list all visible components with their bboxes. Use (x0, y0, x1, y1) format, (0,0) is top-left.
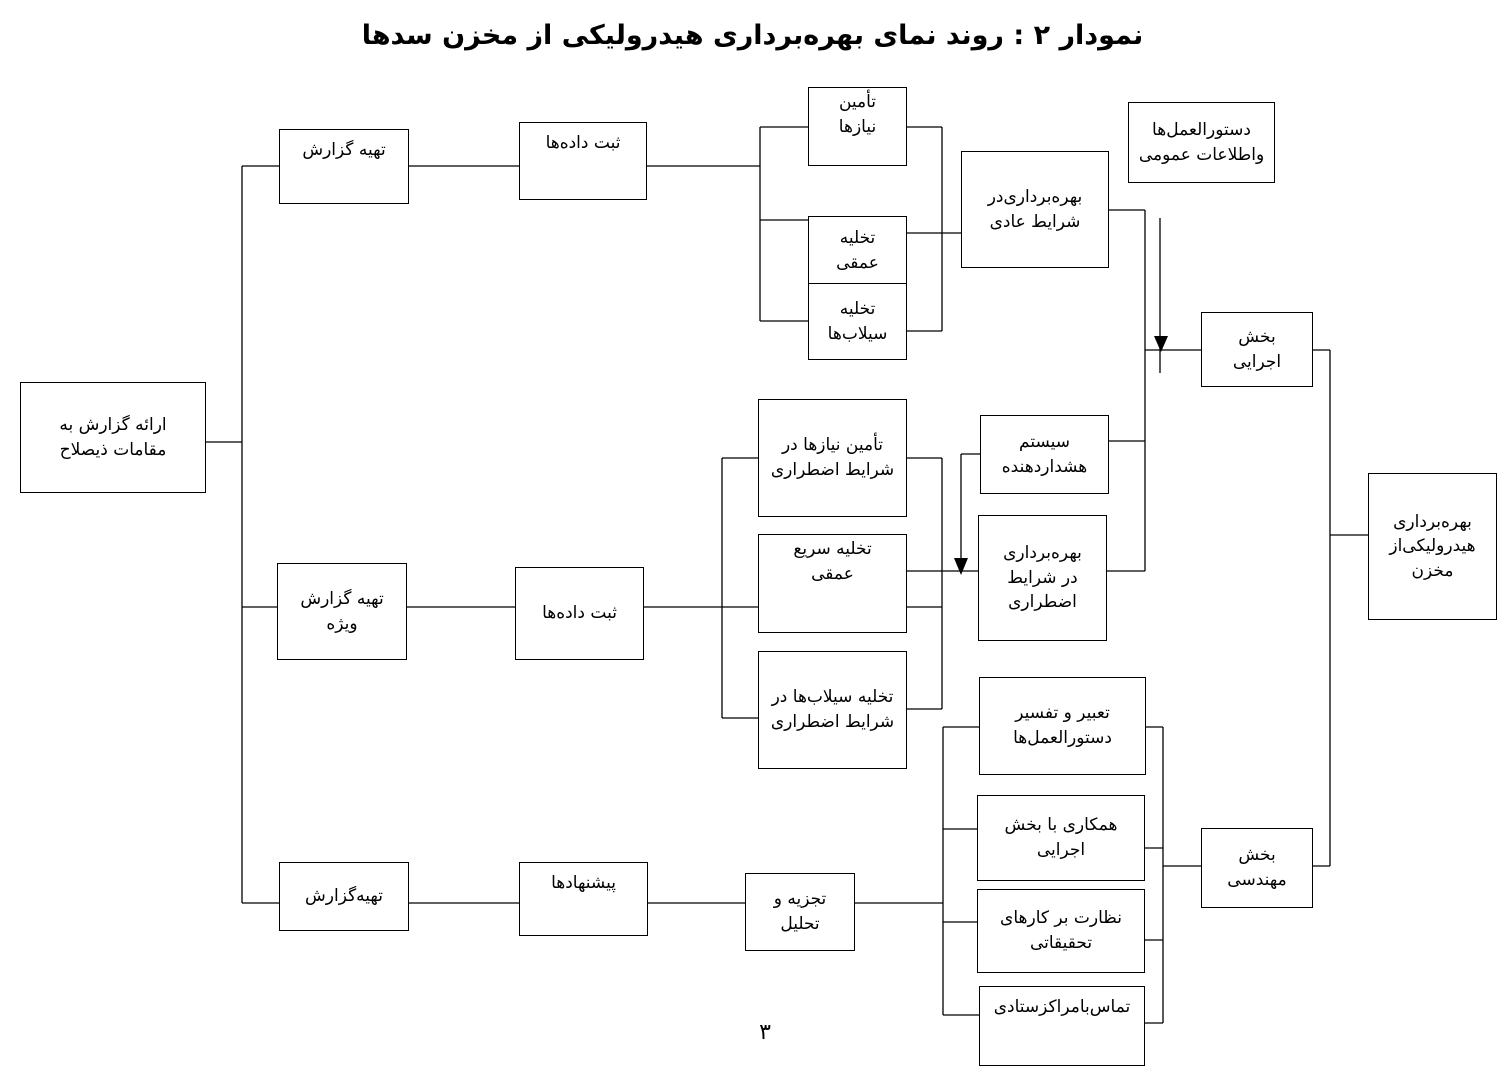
analysis-box: تجزیه و تحلیل (745, 873, 855, 951)
instructions-info-box: دستورالعمل‌ها واطلاعات عمومی (1128, 102, 1275, 183)
engineering-section-box: بخش مهندسی (1201, 828, 1313, 908)
supply-needs-box: تأمین نیازها (808, 87, 907, 166)
recommendations-box: پیشنهادها (519, 862, 648, 936)
record-data-1-box: ثبت داده‌ها (519, 122, 647, 200)
supply-needs-emergency-box: تأمین نیازها در شرایط اضطراری (758, 399, 907, 517)
contact-hq-box: تماس‌بامراکزستادی (979, 986, 1145, 1066)
prepare-special-report-box: تهیه گزارش ویژه (277, 563, 407, 660)
rapid-deep-drain-box: تخلیه سریع عمقی (758, 534, 907, 633)
normal-operation-box: بهره‌برداری‌در شرایط عادی (961, 151, 1109, 268)
flood-drain-box: تخلیه سیلاب‌ها (808, 283, 907, 360)
warning-system-box: سیستم هشداردهنده (980, 415, 1109, 494)
page-number: ۳ (759, 1020, 771, 1045)
prepare-report-box: تهیه گزارش (279, 129, 409, 204)
prepare-report-2-box: تهیه‌گزارش (279, 862, 409, 931)
deep-drain-box: تخلیه عمقی (808, 216, 907, 286)
page-title: نمودار ۲ : روند نمای بهره‌برداری هیدرولیکی از مخزن سدها (361, 20, 1144, 51)
record-data-2-box: ثبت داده‌ها (515, 567, 644, 660)
interpret-instructions-box: تعبیر و تفسیر دستورالعمل‌ها (979, 677, 1146, 775)
supervise-research-box: نظارت بر کارهای تحقیقاتی (977, 889, 1145, 973)
executive-section-box: بخش اجرایی (1201, 312, 1313, 387)
hydraulic-operation-box: بهره‌برداری هیدرولیکی‌از مخزن (1368, 473, 1497, 620)
cooperate-executive-box: همکاری با بخش اجرایی (977, 795, 1145, 881)
report-to-authorities-box: ارائه گزارش به مقامات ذیصلاح (20, 382, 206, 493)
flood-drain-emergency-box: تخلیه سیلاب‌ها در شرایط اضطراری (758, 651, 907, 769)
emergency-operation-box: بهره‌برداری در شرایط اضطراری (978, 515, 1107, 641)
